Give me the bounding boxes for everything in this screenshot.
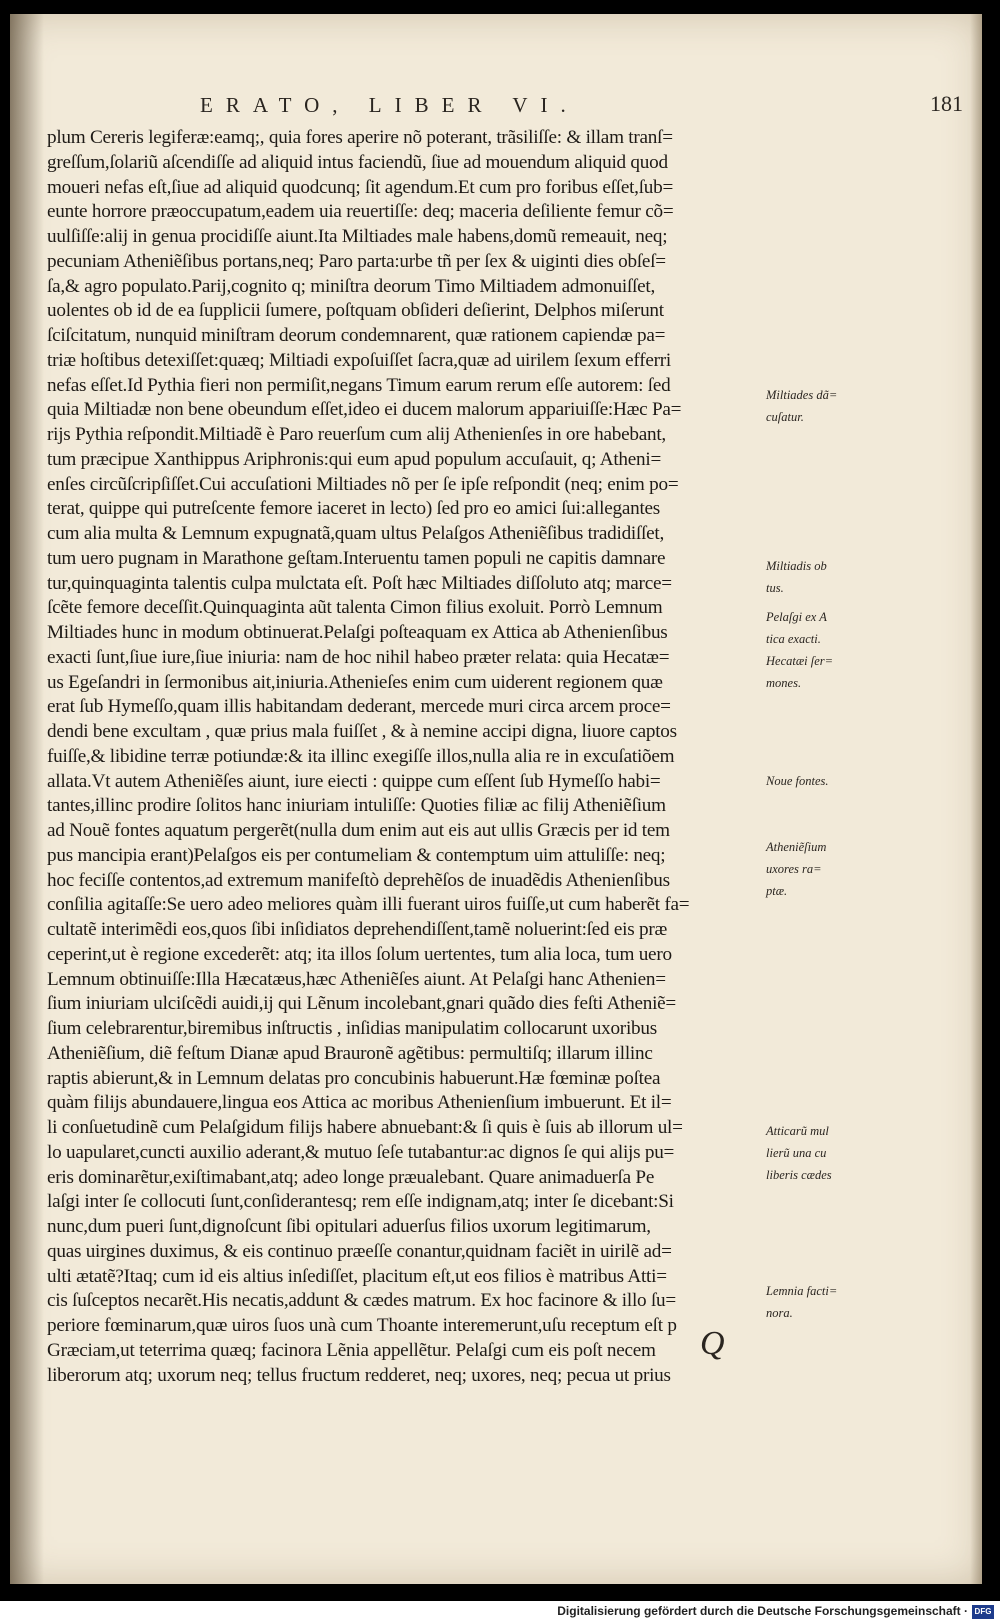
text-line: cultatẽ interimẽdi eos,quos ſibi inſidiatos deprehendiſſent,tamẽ noluerint:ſed eis præ xyxy=(47,919,668,940)
marginal-note-line: cuſatur. xyxy=(766,410,804,424)
text-line: ſciſcitatum, nunquid miniſtram deorum condemnarent, quæ rationem capiendæ pa= xyxy=(47,325,666,346)
text-line: Lemnum obtinuiſſe:Illa Hæcatæus,hæc Atheniẽſes aiunt. At Pelaſgi hanc Athenien= xyxy=(47,968,666,990)
text-line: tur,quinquaginta talentis culpa mulctata eſt. Poſt hæc Miltiades diſſoluto atq; marce= xyxy=(47,572,672,594)
marginal-note-line: Lemnia facti= xyxy=(766,1284,838,1298)
text-line: pecuniam Atheniẽſibus portans,neq; Paro parta:urbe tñ per ſex & uiginti dies obſeſ= xyxy=(47,250,666,272)
marginal-note-line: Atticarũ mul xyxy=(766,1124,829,1138)
text-line: uulſiſſe:alij in genua procidiſſe aiunt.Ita Miltiades male habens,domũ remeauit, neq; xyxy=(47,226,668,247)
text-line: uolentes ob id de ea ſupplicii ſumere, poſtquam obſideri deſierint, Delphos miſerunt xyxy=(47,300,664,322)
marginal-note-line: Hecatæi ſer= xyxy=(766,654,834,668)
text-line: ſa,& agro populato.Parij,cognito q; miniſtra deorum Timo Miltiadem admonuiſſet, xyxy=(47,275,656,297)
marginal-note-line: Miltiadis ob xyxy=(766,559,827,573)
marginal-note xyxy=(766,384,886,428)
text-line: tum uero pugnam in Marathone geſtam.Interuentu tamen populi ne capitis damnare xyxy=(47,547,666,569)
page-gutter-shadow xyxy=(10,14,44,1584)
text-line: rijs Pythia reſpondit.Miltiadẽ è Paro reuerſum cum alij Athenienſes in ore habebant, xyxy=(47,424,666,445)
marginal-note-line: Miltiades dã= xyxy=(766,388,838,402)
text-line: Atheniẽſium, diẽ feſtum Dianæ apud Brauronẽ agẽtibus: permultiſq; illarum illinc xyxy=(47,1042,653,1064)
text-line: eris dominarẽtur,exiſtimabant,atq; adeo longe præualebant. Quare animaduerſa Pe xyxy=(47,1166,655,1188)
marginal-note xyxy=(766,1120,886,1186)
page-edge-shadow xyxy=(970,14,982,1584)
text-line: exacti ſunt,ſiue iure,ſiue iniuria: nam de hoc nihil habeo præter relata: quia Hecatæ= xyxy=(47,646,670,668)
text-line: triæ hoſtibus detexiſſet:quæq; Miltiadi expoſuiſſet ſacra,quæ ad uirilem ſexum efferri xyxy=(47,349,671,371)
funding-credit: Digitalisierung gefördert durch die Deutsche Forschungsgemeinschaft · xyxy=(557,1604,968,1618)
text-line: laſgi inter ſe collocuti ſunt,conſiderantesq; rem eſſe indignam,atq; inter ſe dicebant:Si xyxy=(47,1191,674,1213)
text-line: allata.Vt autem Atheniẽſes aiunt, iure eiecti : quippe cum eſſent ſub Hymeſſo habi= xyxy=(47,770,661,792)
text-line: eunte horrore præoccupatum,eadem uia reuertiſſe: deq; maceria deſiliente femur cõ= xyxy=(47,201,674,223)
text-line: Græciam,ut teterrima quæq; facinora Lẽnia appellẽtur. Pelaſgi cum eis poſt necem xyxy=(47,1339,656,1361)
text-line: tantes,illinc prodire ſolitos hanc iniuriam intuliſſe: Quoties filiæ ac filij Atheniẽſium xyxy=(47,795,666,817)
text-line: dendi bene excultam , quæ prius mala fuiſſet , & à nemine accipi digna, liuore captos xyxy=(47,721,677,742)
body-text xyxy=(47,126,765,1388)
text-line: periore fœminarum,quæ uiros ſuos unà cum Thoante interemerunt,uſu receptum eſt p xyxy=(47,1315,677,1336)
text-line: ad Nouẽ fontes aquatum pergerẽt(nulla dum enim aut eis aut ullis Græcis per id tem xyxy=(47,820,670,841)
marginal-note-line: tus. xyxy=(766,581,784,595)
text-line: pus mancipia erant)Pelaſgos eis per contumeliam & contemptum uim attuliſſe: neq; xyxy=(47,844,666,866)
text-line: plum Cereris legiferæ:eamq;, quia fores aperire nõ poterant, trãsiliſſe: & illam tranſ= xyxy=(47,127,673,148)
text-line: lo uapularet,cuncti auxilio aderant,& mutuo ſeſe tutabantur:ac dignos ſe qui alijs pu= xyxy=(47,1141,675,1163)
marginal-note-line: liberis cædes xyxy=(766,1168,832,1182)
running-head: ERATO, LIBER VI. xyxy=(200,93,579,117)
catchword-signature: Q xyxy=(700,1325,725,1362)
text-line: ſium iniuriam ulciſcẽdi auidi,ij qui Lẽnum incolebant,gnari quãdo dies feſti Atheniẽ= xyxy=(47,993,676,1015)
text-line: quia Miltiadæ non bene obeundum eſſet,ideo ei ducem malorum appariuiſſe:Hæc Pa= xyxy=(47,399,682,421)
text-line: greſſum,ſolariũ aſcendiſſe ad aliquid intus faciendũ, ſiue ad mouendum aliquid quod xyxy=(47,151,668,173)
text-line: conſilia agitaſſe:Se uero adeo meliores quàm illi fuerant uiros fuiſſe,ut cum haberẽt fa= xyxy=(47,894,690,916)
marginal-note-line: Pelaſgi ex A xyxy=(766,610,827,624)
marginal-note-line: lierũ una cu xyxy=(766,1146,827,1160)
marginal-note xyxy=(766,555,886,599)
marginal-note-line: nora. xyxy=(766,1306,793,1320)
text-line: tum præcipue Xanthippus Ariphronis:qui eum apud populum accuſauit, q; Atheni= xyxy=(47,448,662,470)
text-line: fuiſſe,& libidine terræ potiundæ:& ita illinc exegiſſe illos,nulla alia re in excuſatiõem xyxy=(47,745,675,767)
text-line: quas uirgines duximus, & eis continuo præeſſe conantur,quidnam faciẽt in uirilẽ ad= xyxy=(47,1240,672,1262)
text-line: us Egeſandri in ſermonibus ait,iniuria.Athenieſes enim cum uiderent regionem quæ xyxy=(47,671,663,693)
text-line: li conſuetudinẽ cum Pelaſgidum filijs habere abnuebant:& ſi quis è ſuis ab illorum ul= xyxy=(47,1117,683,1138)
text-line: terat, quippe qui putreſcente femore iaceret in lecto) ſed pro eo amici ſui:allegantes xyxy=(47,498,661,520)
marginal-note xyxy=(766,836,886,902)
text-line: hoc feciſſe contentos,ad extremum manifeſtò deprehẽſos de inuadẽdis Athenienſibus xyxy=(47,869,670,891)
marginal-note-line: uxores ra= xyxy=(766,862,822,876)
text-line: liberorum atq; uxorum neq; tellus fructum redderet, neq; uxores, neq; pecua ut prius xyxy=(47,1364,671,1386)
marginal-note xyxy=(766,606,886,650)
text-line: moueri nefas eſt,ſiue ad aliquid quodcunq; ſit agendum.Et cum pro foribus eſſet,ſub= xyxy=(47,176,674,198)
text-line: ſcẽte femore deceſſit.Quinquaginta aũt talenta Cimon filius exoluit. Porrò Lemnum xyxy=(47,597,663,619)
text-line: ſium celebrarentur,biremibus inſtructis , inſidias manipulatim collocarunt uxoribus xyxy=(47,1018,657,1039)
marginal-note-line: Atheniẽſium xyxy=(766,840,827,854)
text-line: ulti ætatẽ?Itaq; cum id eis altius inſediſſet, placitum eſt,ut eos filios è matribus Atti= xyxy=(47,1265,667,1287)
marginal-note-line: ptæ. xyxy=(766,884,788,898)
text-line: Miltiades hunc in modum obtinuerat.Pelaſgi poſteaquam ex Attica ab Athenienſibus xyxy=(47,622,668,643)
marginal-note xyxy=(766,1280,886,1324)
page-number: 181 xyxy=(930,91,963,116)
marginal-note-line: Noue fontes. xyxy=(766,774,829,788)
marginal-note-line: tica exacti. xyxy=(766,632,821,646)
footer-bar xyxy=(0,1601,1000,1623)
text-line: nefas eſſet.Id Pythia fieri non permiſit,negans Timum earum rerum eſſe autorem: ſed xyxy=(47,374,671,396)
text-line: raptis abierunt,& in Lemnum delatas pro concubinis habuerunt.Hæ fœminæ poſtea xyxy=(47,1067,661,1089)
marginal-note xyxy=(766,770,886,792)
text-line: cum alia multa & Lemnum expugnatã,quam ultus Pelaſgos Atheniẽſibus tradidiſſet, xyxy=(47,523,665,544)
text-line: erat ſub Hymeſſo,quam illis habitandam dederant, mercede muri circa arcem proce= xyxy=(47,696,671,718)
marginal-note-line: mones. xyxy=(766,676,802,690)
text-line: nunc,dum pueri ſunt,dignoſcunt ſibi opitulari aduerſus filios uxorum legitimarum, xyxy=(47,1216,651,1237)
text-line: enſes circũſcripſiſſet.Cui accuſationi Miltiades nõ per ſe ipſe reſpondit (neq; enim po= xyxy=(47,473,679,495)
text-line: quàm filijs abundauere,lingua eos Attica ac moribus Athenienſium imbuerunt. Et il= xyxy=(47,1092,672,1114)
marginal-note xyxy=(766,650,886,694)
text-line: cis ſuſceptos necarẽt.His necatis,addunt & cædes matrum. Ex hoc facinore & illo ſu= xyxy=(47,1290,676,1312)
dfg-logo: DFG xyxy=(972,1605,994,1619)
text-line: ceperint,ut è regione excederẽt: atq; ita illos ſolum uertentes, tum alia loca, tum uero xyxy=(47,943,672,965)
